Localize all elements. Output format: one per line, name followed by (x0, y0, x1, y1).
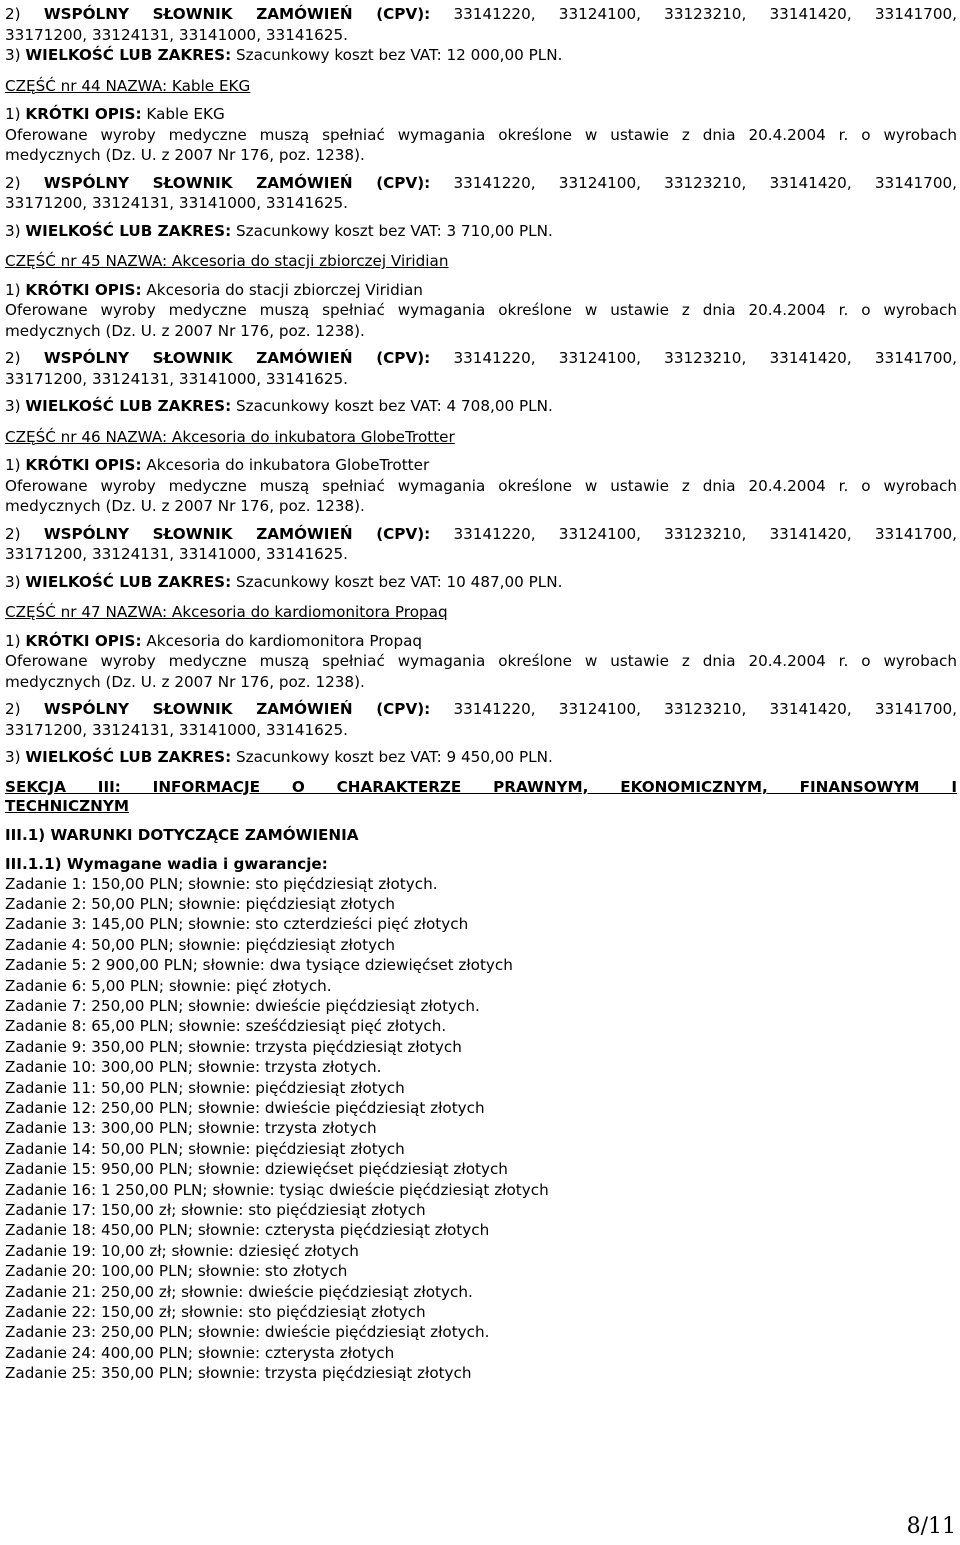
requirements-line-cont: medycznych (Dz. U. z 2007 Nr 176, poz. 1238). (5, 146, 365, 164)
size-line (5, 396, 957, 417)
part-heading: CZĘŚĆ nr 47 NAZWA: Akcesoria do kardiomonitora Propaq (5, 603, 448, 621)
size-label: WIELKOŚĆ LUB ZAKRES: (25, 221, 232, 240)
zadanie-item: Zadanie 19: 10,00 zł; słownie: dziesięć złotych (5, 1241, 359, 1260)
zadanie-item: Zadanie 13: 300,00 PLN; słownie: trzysta złotych (5, 1119, 377, 1138)
short-description (5, 631, 957, 652)
item-number: 2) (5, 173, 21, 192)
item-number: 1) (5, 456, 21, 474)
zadanie-item: Zadanie 17: 150,00 zł; słownie: sto pięćdziesiąt złotych (5, 1201, 426, 1219)
zadanie-item: Zadanie 3: 145,00 PLN; słownie: sto czterdzieści pięć złotych (5, 915, 469, 934)
item-number: 1) (5, 280, 21, 299)
zadanie-item: Zadanie 22: 150,00 zł; słownie: sto pięćdziesiąt złotych (5, 1303, 426, 1322)
desc-value: Akcesoria do kardiomonitora Propaq (146, 631, 423, 650)
section-title: SEKCJA III: INFORMACJE O CHARAKTERZE PRAWNYM, EKONOMICZNYM, FINANSOWYM I (5, 777, 957, 796)
size-value: Szacunkowy koszt bez VAT: 9 450,00 PLN. (236, 748, 553, 766)
cpv-label: WSPÓLNY SŁOWNIK ZAMÓWIEŃ (CPV): (43, 700, 431, 718)
zadania-list (5, 874, 957, 1384)
zadanie-item: Zadanie 8: 65,00 PLN; słownie: sześćdziesiąt pięć złotych. (5, 1017, 447, 1036)
zadanie-item: Zadanie 21: 250,00 zł; słownie: dwieście pięćdziesiąt złotych. (5, 1282, 473, 1301)
desc-label: KRÓTKI OPIS: (25, 280, 142, 299)
zadanie-item: Zadanie 5: 2 900,00 PLN; słownie: dwa tysiące dziewięćset złotych (5, 956, 513, 975)
size-value: Szacunkowy koszt bez VAT: 10 487,00 PLN. (236, 572, 563, 591)
desc-value: Akcesoria do inkubatora GlobeTrotter (146, 456, 430, 474)
zadanie-item: Zadanie 16: 1 250,00 PLN; słownie: tysiąc dwieście pięćdziesiąt złotych (5, 1180, 549, 1199)
desc-label: KRÓTKI OPIS: (25, 456, 142, 474)
zadanie-item: Zadanie 1: 150,00 PLN; słownie: sto pięćdziesiąt złotych. (5, 874, 438, 893)
size-label: WIELKOŚĆ LUB ZAKRES: (25, 748, 232, 766)
spacer (5, 592, 957, 602)
size-value: Szacunkowy koszt bez VAT: 12 000,00 PLN. (236, 46, 563, 64)
cpv-codes-cont: 33171200, 33124131, 33141000, 33141625. (5, 25, 349, 44)
cpv-line (5, 348, 957, 369)
subsection-heading: III.1) WARUNKI DOTYCZĄCE ZAMÓWIENIA (5, 825, 359, 844)
requirements-line: Oferowane wyroby medyczne muszą spełniać wymagania określone w ustawie z dnia 20.4.2004 r. o wyrobach (5, 125, 957, 144)
size-line (5, 45, 957, 66)
zadanie-item: Zadanie 23: 250,00 PLN; słownie: dwieście pięćdziesiąt złotych. (5, 1323, 490, 1342)
zadanie-item: Zadanie 2: 50,00 PLN; słownie: pięćdziesiąt złotych (5, 894, 396, 913)
short-description (5, 455, 957, 476)
size-line (5, 572, 957, 593)
requirements-line-cont: medycznych (Dz. U. z 2007 Nr 176, poz. 1238). (5, 321, 365, 340)
cpv-label: WSPÓLNY SŁOWNIK ZAMÓWIEŃ (CPV): (43, 173, 431, 192)
cpv-codes-cont: 33171200, 33124131, 33141000, 33141625. (5, 720, 349, 739)
desc-label: KRÓTKI OPIS: (25, 105, 142, 123)
part-block (5, 592, 957, 768)
cpv-codes: 33141220, 33124100, 33123210, 33141420, 33141700, (453, 5, 958, 23)
zadanie-item: Zadanie 11: 50,00 PLN; słownie: pięćdziesiąt złotych (5, 1078, 405, 1097)
item-number: 1) (5, 105, 21, 123)
cpv-line (5, 4, 957, 25)
item-number: 2) (5, 5, 21, 23)
requirements-line-cont: medycznych (Dz. U. z 2007 Nr 176, poz. 1238). (5, 497, 365, 515)
item-number: 3) (5, 748, 21, 766)
size-label: WIELKOŚĆ LUB ZAKRES: (25, 397, 232, 415)
zadanie-item: Zadanie 15: 950,00 PLN; słownie: dziewięćset pięćdziesiąt złotych (5, 1160, 508, 1179)
item-number: 3) (5, 397, 21, 415)
part-block (5, 66, 957, 242)
cpv-codes: 33141220, 33124100, 33123210, 33141420, 33141700, (453, 349, 958, 367)
parts-list (5, 66, 957, 768)
item-number: 2) (5, 349, 21, 367)
size-value: Szacunkowy koszt bez VAT: 4 708,00 PLN. (236, 397, 553, 415)
cpv-label: WSPÓLNY SŁOWNIK ZAMÓWIEŃ (CPV): (43, 524, 431, 543)
zadanie-item: Zadanie 24: 400,00 PLN; słownie: czterysta złotych (5, 1343, 395, 1362)
item-number: 3) (5, 572, 21, 591)
subsection-heading-guarantees: III.1.1) Wymagane wadia i gwarancje: (5, 854, 328, 873)
size-line (5, 221, 957, 242)
zadanie-item: Zadanie 25: 350,00 PLN; słownie: trzysta pięćdziesiąt złotych (5, 1364, 472, 1383)
size-value: Szacunkowy koszt bez VAT: 3 710,00 PLN. (236, 221, 553, 240)
size-label: WIELKOŚĆ LUB ZAKRES: (25, 46, 232, 64)
requirements-line: Oferowane wyroby medyczne muszą spełniać wymagania określone w ustawie z dnia 20.4.2004 r. o wyrobach (5, 301, 957, 319)
spacer (5, 768, 957, 778)
zadanie-item: Zadanie 10: 300,00 PLN; słownie: trzysta złotych. (5, 1058, 382, 1077)
size-label: WIELKOŚĆ LUB ZAKRES: (25, 572, 232, 591)
section-iii (5, 778, 957, 1384)
cpv-line (5, 173, 957, 194)
requirements-line: Oferowane wyroby medyczne muszą spełniać wymagania określone w ustawie z dnia 20.4.2004 r. o wyrobach (5, 476, 957, 495)
item-number: 3) (5, 221, 21, 240)
part-heading: CZĘŚĆ nr 46 NAZWA: Akcesoria do inkubatora GlobeTrotter (5, 427, 455, 446)
item-number: 2) (5, 524, 21, 543)
document-page (5, 4, 957, 1384)
cpv-codes-cont: 33171200, 33124131, 33141000, 33141625. (5, 369, 349, 388)
cpv-codes: 33141220, 33124100, 33123210, 33141420, 33141700, (453, 524, 958, 543)
requirements-line: Oferowane wyroby medyczne muszą spełniać wymagania określone w ustawie z dnia 20.4.2004 r. o wyrobach (5, 652, 957, 670)
item-number: 2) (5, 700, 21, 718)
cpv-codes-cont: 33171200, 33124131, 33141000, 33141625. (5, 194, 349, 212)
zadanie-item: Zadanie 14: 50,00 PLN; słownie: pięćdziesiąt złotych (5, 1139, 405, 1158)
desc-label: KRÓTKI OPIS: (25, 631, 142, 650)
requirements-line-cont: medycznych (Dz. U. z 2007 Nr 176, poz. 1238). (5, 672, 365, 691)
short-description (5, 280, 957, 301)
spacer (5, 417, 957, 427)
cpv-line (5, 699, 957, 720)
spacer (5, 241, 957, 251)
desc-value: Kable EKG (146, 105, 225, 123)
zadanie-item: Zadanie 4: 50,00 PLN; słownie: pięćdziesiąt złotych (5, 935, 396, 954)
zadanie-item: Zadanie 9: 350,00 PLN; słownie: trzysta pięćdziesiąt złotych (5, 1037, 462, 1056)
zadanie-item: Zadanie 7: 250,00 PLN; słownie: dwieście pięćdziesiąt złotych. (5, 996, 480, 1015)
page-number: 8/11 (906, 1514, 956, 1539)
zadanie-item: Zadanie 20: 100,00 PLN; słownie: sto złotych (5, 1262, 348, 1281)
size-line (5, 747, 957, 768)
cpv-codes: 33141220, 33124100, 33123210, 33141420, 33141700, (453, 700, 958, 718)
top-continuation (5, 4, 957, 66)
spacer (5, 66, 957, 76)
item-number: 1) (5, 631, 21, 650)
section-title-cont: TECHNICZNYM (5, 796, 129, 815)
part-block (5, 417, 957, 593)
zadanie-item: Zadanie 6: 5,00 PLN; słownie: pięć złotych. (5, 976, 332, 995)
cpv-codes-cont: 33171200, 33124131, 33141000, 33141625. (5, 545, 349, 563)
zadanie-item: Zadanie 12: 250,00 PLN; słownie: dwieście pięćdziesiąt złotych (5, 1098, 485, 1117)
item-number: 3) (5, 46, 21, 64)
part-heading: CZĘŚĆ nr 45 NAZWA: Akcesoria do stacji zbiorczej Viridian (5, 252, 449, 270)
cpv-label: WSPÓLNY SŁOWNIK ZAMÓWIEŃ (CPV): (43, 5, 431, 23)
short-description (5, 104, 957, 125)
cpv-label: WSPÓLNY SŁOWNIK ZAMÓWIEŃ (CPV): (43, 349, 431, 367)
cpv-line (5, 524, 957, 545)
part-block (5, 241, 957, 417)
part-heading: CZĘŚĆ nr 44 NAZWA: Kable EKG (5, 76, 251, 95)
zadanie-item: Zadanie 18: 450,00 PLN; słownie: czterysta pięćdziesiąt złotych (5, 1221, 490, 1240)
desc-value: Akcesoria do stacji zbiorczej Viridian (146, 280, 423, 299)
cpv-codes: 33141220, 33124100, 33123210, 33141420, 33141700, (453, 173, 958, 192)
